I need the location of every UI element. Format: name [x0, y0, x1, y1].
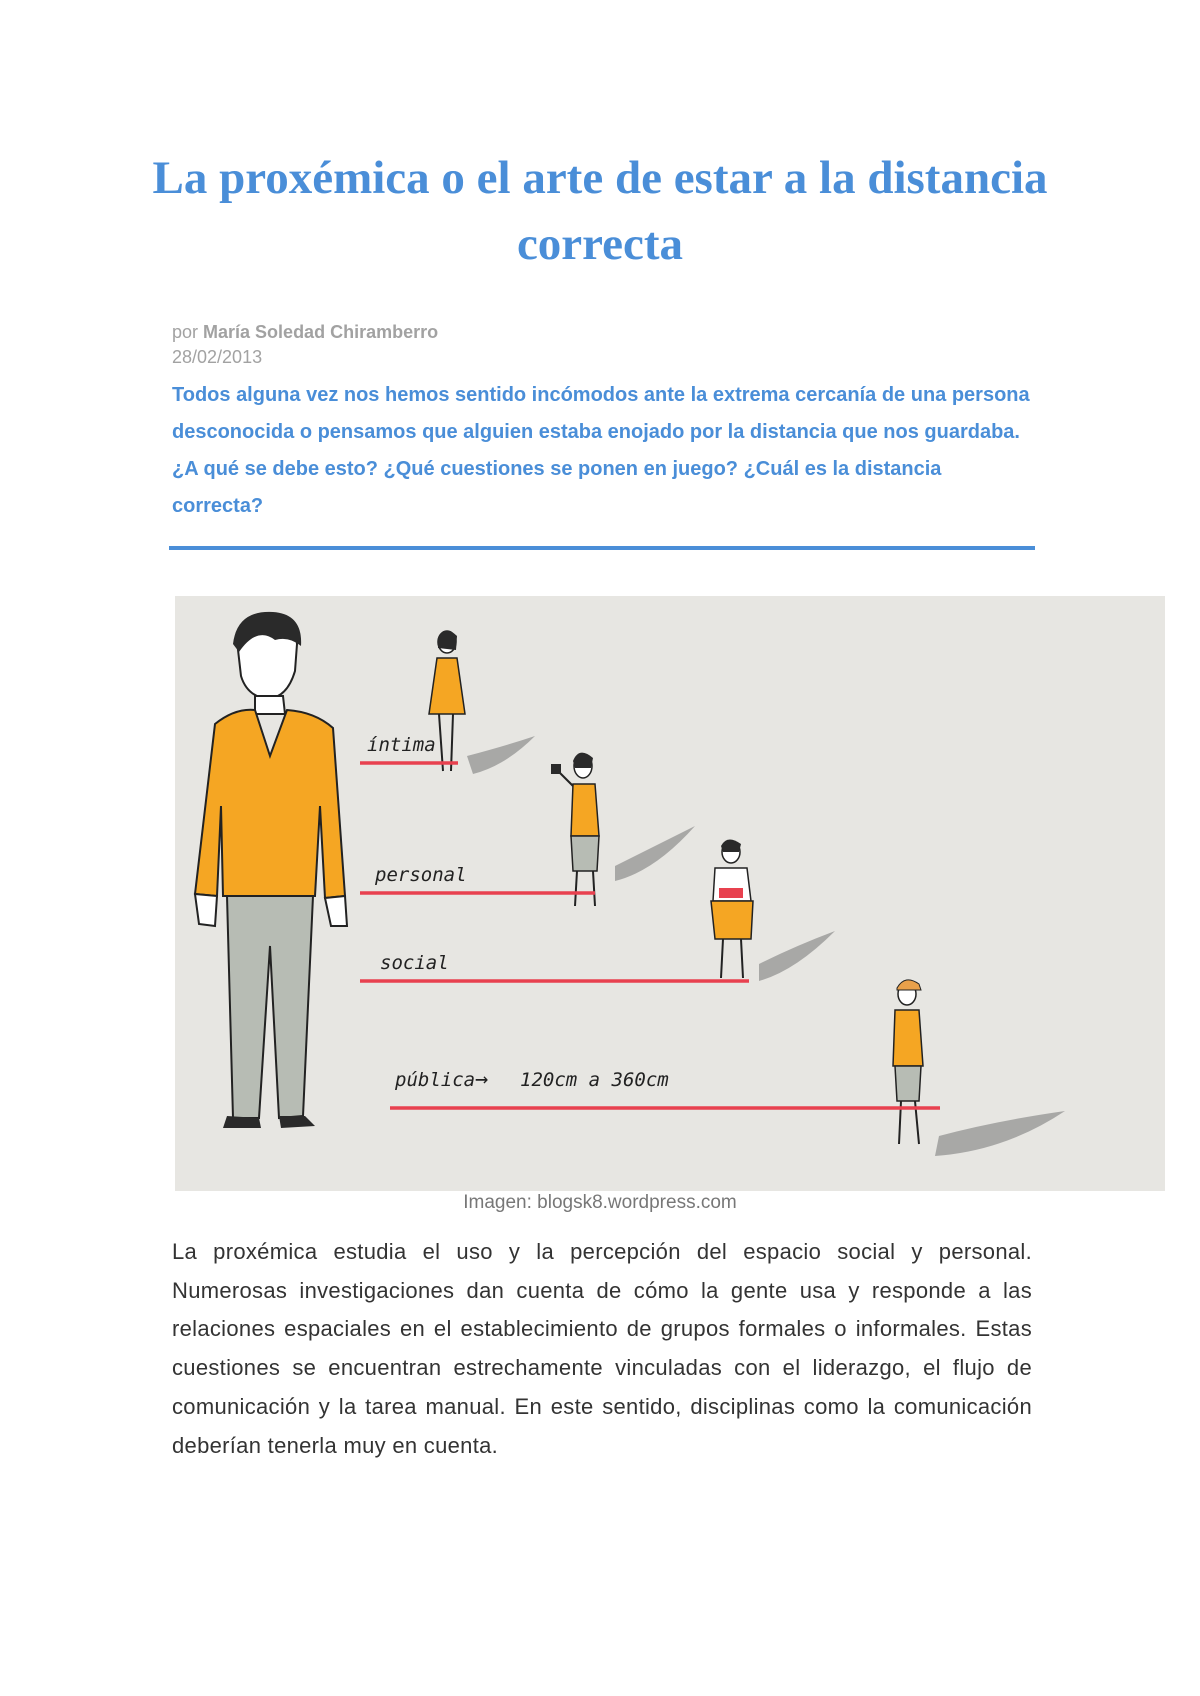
label-social: social — [380, 952, 449, 974]
label-arrow: → — [475, 1067, 489, 1092]
label-intima: íntima — [367, 734, 436, 756]
publish-date: 28/02/2013 — [172, 347, 263, 367]
byline-prefix: por — [172, 322, 199, 342]
label-range: 120cm a 360cm — [520, 1069, 669, 1091]
label-publica: pública — [395, 1069, 476, 1091]
proxemics-illustration — [175, 596, 1165, 1191]
illustration-drawing — [175, 596, 1165, 1191]
image-caption: Imagen: blogsk8.wordpress.com — [463, 1192, 737, 1213]
paper-background — [175, 596, 1165, 1191]
separator-rule — [169, 546, 1035, 550]
byline — [172, 321, 438, 343]
label-personal: personal — [375, 864, 467, 886]
body-paragraph: La proxémica estudia el uso y la percepción del espacio social y personal. Numerosas investigaciones dan cuenta de cómo la gente usa y responde a las relaciones espaciales en el establecimiento de grupos formales o informales. Estas cuestiones se encuentran estrechamente vinculadas con el liderazgo, el flujo de comunicación y la tarea manual. En este sentido, disciplinas como la comunicación deberían tenerla muy en cuenta. — [172, 1239, 1032, 1458]
lead-paragraph: Todos alguna vez nos hemos sentido incómodos ante la extrema cercanía de una persona desconocida o pensamos que alguien estaba enojado por la distancia que nos guardaba. ¿A qué se debe esto? ¿Qué cuestiones se ponen en juego? ¿Cuál es la distancia correcta? — [172, 384, 1030, 517]
article-title: La proxémica o el arte de estar a la distancia correcta — [152, 152, 1048, 270]
author-name: María Soledad Chiramberro — [203, 322, 439, 342]
